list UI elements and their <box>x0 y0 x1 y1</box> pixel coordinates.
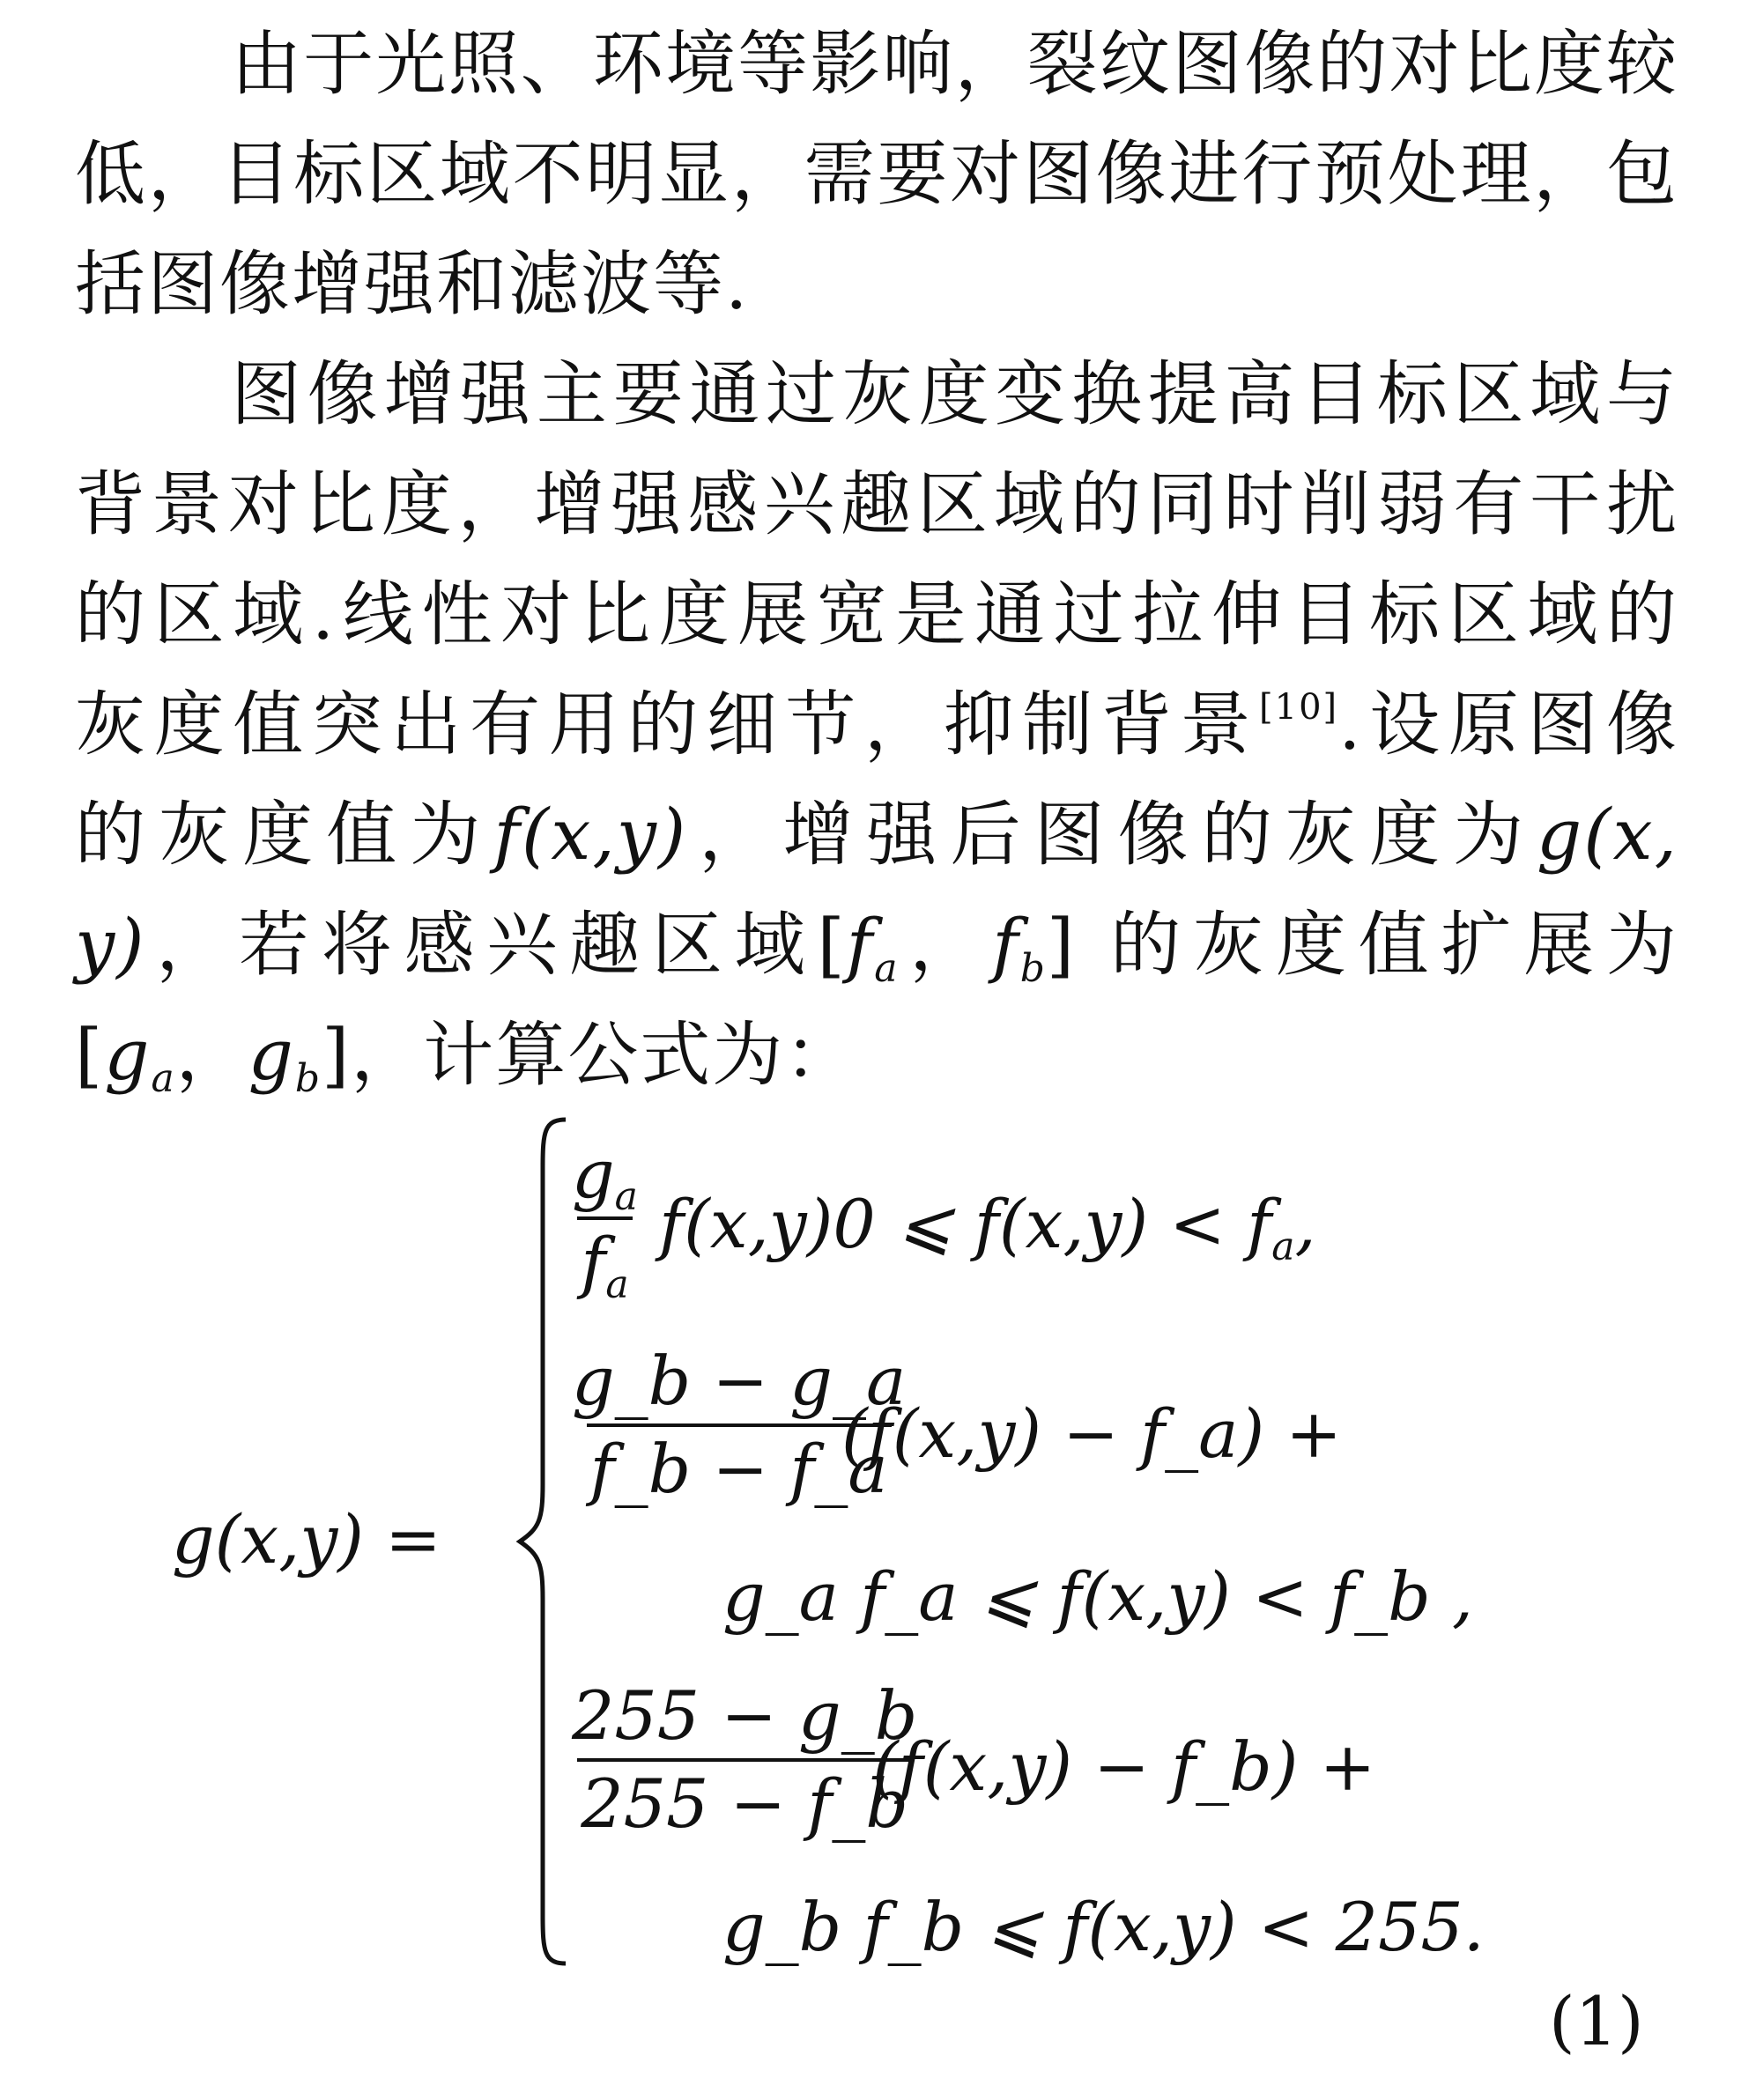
p2-line-3: 的区域.线性对比度展宽是通过拉伸目标区域的 <box>75 573 1678 655</box>
math-sub-b: b <box>1019 946 1047 991</box>
case3-fraction <box>568 1676 921 1843</box>
math-f: f <box>992 904 1020 986</box>
math-g: g <box>104 1014 152 1096</box>
math-f: f <box>846 904 875 986</box>
math-sub-b: b <box>294 1056 322 1101</box>
p2-line-2: 背景对比度，增强感兴趣区域的同时削弱有干扰 <box>75 463 1678 545</box>
equation-number: (1) <box>1549 1982 1644 2060</box>
p2-line-4 <box>75 677 1678 773</box>
p2-line-5 <box>75 787 1678 884</box>
case3-denominator: 255 − f_b <box>577 1758 912 1838</box>
case1-fraction <box>568 1135 641 1307</box>
equation-lhs: g(x,y) = <box>172 1500 441 1579</box>
text-run: ] 的灰度值扩展为 <box>1046 904 1679 986</box>
p1-line-1: 由于光照、环境等影响，裂纹图像的对比度较 <box>231 23 1678 105</box>
math-f: f <box>581 1223 606 1301</box>
math-sub: a <box>614 1174 638 1219</box>
case2-condition: g_a f_a ⩽ f(x,y) < f_b , <box>722 1557 1474 1636</box>
p1-line-2: 低，目标区域不明显，需要对图像进行预处理，包 <box>75 133 1678 215</box>
case2-expression: (f(x,y) − f_a) + <box>841 1394 1342 1473</box>
case3-numerator: 255 − g_b <box>572 1676 918 1755</box>
citation-ref[interactable]: [10] <box>1259 687 1339 728</box>
text-run: ，若将感兴趣区域[ <box>145 904 847 986</box>
p2-line-4-text: 灰度值突出有用的细节，抑制背景 <box>75 684 1260 765</box>
p2-line-6 <box>75 897 1678 994</box>
case2-numerator: g_b − g_a <box>572 1342 907 1420</box>
text-run: 的灰度值为 <box>75 794 494 876</box>
math-g-x: g(x, <box>1537 794 1678 876</box>
text-run: ]，计算公式为： <box>322 1014 857 1096</box>
text-run: ，增强后图像的灰度为 <box>687 794 1537 876</box>
math-sub-a: a <box>874 946 900 991</box>
math-expr: f(x,y)0 ⩽ f(x,y) < f <box>659 1185 1272 1263</box>
math-sub: a <box>1271 1224 1295 1269</box>
math-y: y) <box>75 904 146 986</box>
math-g: g <box>248 1014 295 1096</box>
comma: , <box>1294 1185 1316 1263</box>
left-brace <box>513 1114 574 1969</box>
comma: ， <box>175 1014 248 1096</box>
p2-line-7 <box>75 1007 1678 1104</box>
math-sub-a: a <box>151 1056 176 1101</box>
case3-expression: (f(x,y) − f_b) + <box>872 1727 1376 1806</box>
math-g: g <box>572 1135 615 1213</box>
p1-line-3: 括图像增强和滤波等. <box>75 243 750 325</box>
comma: ， <box>899 904 993 986</box>
p2-line-4-tail: .设原图像 <box>1338 684 1678 765</box>
case2-denominator: f_b − f_a <box>587 1423 892 1503</box>
case1-numerator <box>568 1135 641 1219</box>
case1-expression <box>659 1185 1316 1269</box>
math-f-xy: f(x,y) <box>493 794 688 876</box>
case3-condition: g_b f_b ⩽ f(x,y) < 255. <box>722 1888 1485 1966</box>
math-sub: a <box>605 1262 629 1307</box>
bracket: [ <box>75 1014 105 1096</box>
p2-line-1: 图像增强主要通过灰度变换提高目标区域与 <box>231 353 1678 435</box>
case1-denominator <box>577 1216 632 1307</box>
